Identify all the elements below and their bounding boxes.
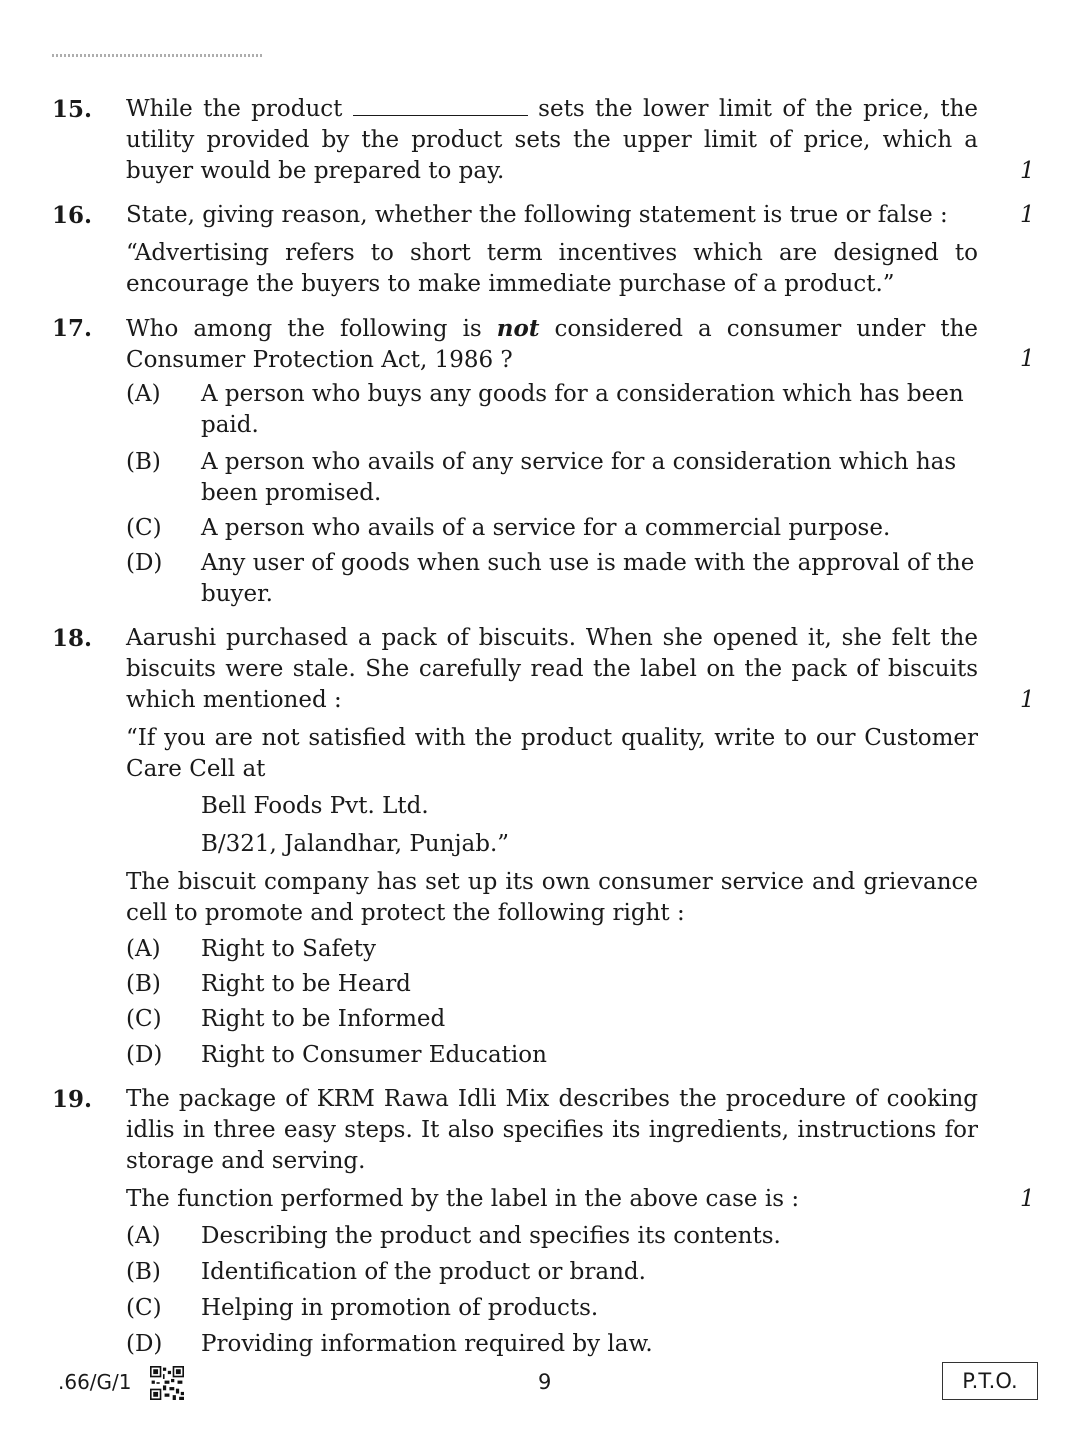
marks: 1 xyxy=(1020,202,1035,228)
question-text: While the product sets the lower limit of the price, the utility provided by the product sets the upper limit of price, which a buyer would be prepared to pay. xyxy=(126,96,979,184)
question-number: 18. xyxy=(52,625,93,652)
paper-code: .66/G/1 xyxy=(58,1370,132,1394)
header-microtext xyxy=(52,54,262,57)
question-text: State, giving reason, whether the following statement is true or false : xyxy=(126,202,948,228)
address-line-2: B/321, Jalandhar, Punjab.” xyxy=(201,831,510,857)
marks: 1 xyxy=(1020,1186,1035,1212)
address-line-1: Bell Foods Pvt. Ltd. xyxy=(201,793,429,819)
marks: 1 xyxy=(1020,687,1035,713)
emphasis-text: not xyxy=(496,315,540,342)
exam-page: 15. While the product sets the lower limit of the price, the utility provided by the product sets the upper limit of price, which a buyer would be prepared to pay. 1 16. State, giving reason, whether the following statement is true or false : 1 “Advertising refers to short term incentives which are designed to encourage the buyers to make immediate purchase of a product.” 17. Who among the following is not considered a consumer under the Consumer Protection Act, 1986 ? 1 (A) A person who buys any goods for a consideration which has been paid. (B) A person who avails of any service for a consideration which has been promised. (C) A person who avails of a service for a commercial purpose. (D) Any user of goods when such use is made with the approval of the buyer. 18. Aarushi purchased a pack of biscuits. When she opened it, she felt the biscuits were stale. She carefully read the label on the pack of biscuits which mentioned : 1 “If you are not satisfied with the product quality, write to our Customer Care Cell at Bell Foods Pvt. Ltd. B/321, Jalandhar, Punjab.” The biscuit company has set up its own consumer service and grievance cell to promote and protect the following right : (A) Right to Safety (B) Right to be Heard (C) Right to be Informed (D) Right to Consumer Education 19. The package of KRM Rawa Idli Mix describes the procedure of cooking idlis in three easy steps. It also specifies its ingredients, instructions for storage and serving. The function performed by the label in the above case is : 1 (A) Describing the product and specifies its contents. (B) Identification of the product or brand. (C) Helping in promotion of products. (D) Providing information required by law. .66/G/1 9 P.T.O. xyxy=(0,0,1091,1445)
question-text: The package of KRM Rawa Idli Mix describes the procedure of cooking idlis in three easy steps. It also specifies its ingredients, instructions for storage and serving. xyxy=(126,1086,978,1174)
question-text: Aarushi purchased a pack of biscuits. When she opened it, she felt the biscuits were stale. She carefully read the label on the pack of biscuits which mentioned : xyxy=(126,625,978,713)
question-number: 19. xyxy=(52,1086,93,1113)
marks: 1 xyxy=(1020,158,1035,184)
label-quote: “If you are not satisfied with the product quality, write to our Customer Care Cell at xyxy=(126,725,978,782)
question-number: 16. xyxy=(52,202,93,229)
statement-quote: “Advertising refers to short term incentives which are designed to encourage the buyers to make immediate purchase of a product.” xyxy=(126,240,978,297)
answer-blank xyxy=(353,95,528,116)
pto-box: P.T.O. xyxy=(942,1362,1038,1400)
page-number: 9 xyxy=(538,1370,552,1394)
question-followup: The biscuit company has set up its own consumer service and grievance cell to promote and protect the following right : xyxy=(126,869,978,926)
question-number: 17. xyxy=(52,315,93,342)
question-number: 15. xyxy=(52,96,93,123)
question-text: Who among the following is not considered a consumer under the Consumer Protection Act, 1986 ? xyxy=(126,315,979,373)
marks: 1 xyxy=(1020,346,1035,372)
qr-code-icon xyxy=(150,1366,184,1400)
question-prompt: The function performed by the label in the above case is : xyxy=(126,1186,800,1212)
